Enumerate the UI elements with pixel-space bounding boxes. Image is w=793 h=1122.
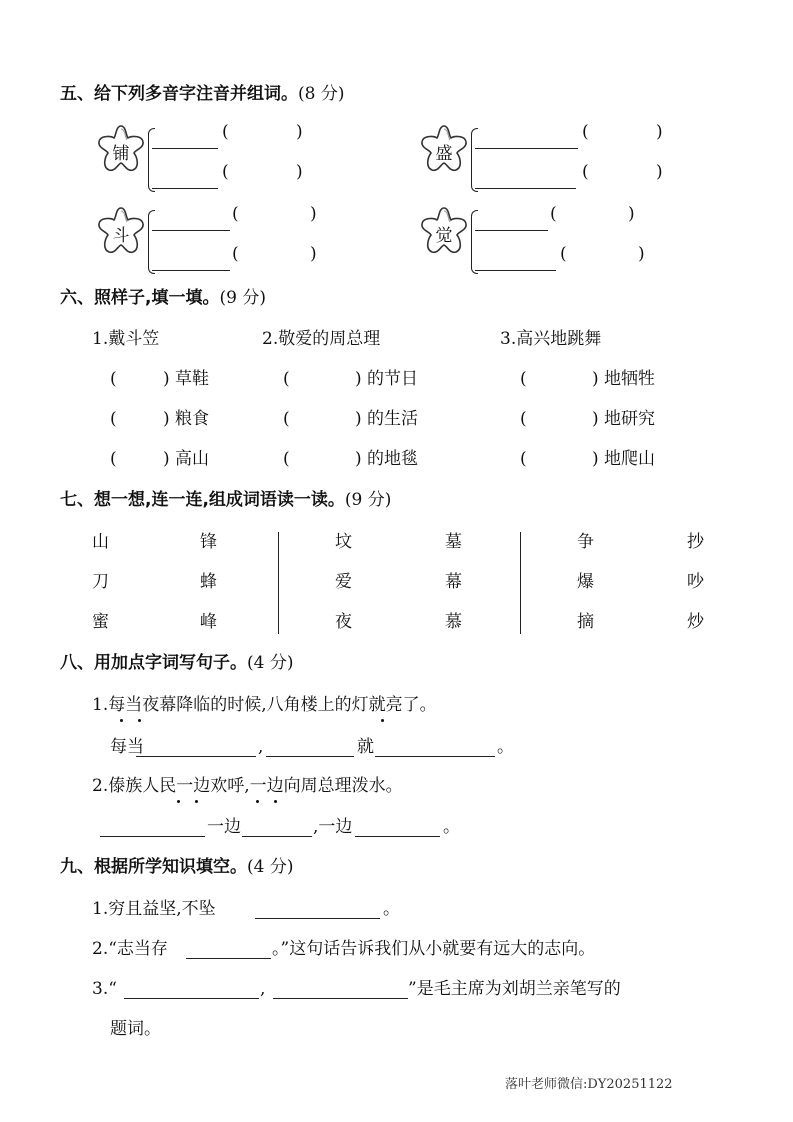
emphasis-dot <box>381 719 384 722</box>
fill-paren-open[interactable]: ( <box>110 369 117 389</box>
match-left-char[interactable]: 蜜 <box>92 612 109 632</box>
points: (9 分) <box>219 288 266 308</box>
prompt-text: 题词。 <box>110 1019 161 1039</box>
prompt-text: , <box>260 979 266 999</box>
polyphone-char: 盛 <box>435 144 453 164</box>
word-blank[interactable] <box>475 148 578 149</box>
pinyin-paren-close: ) <box>656 122 663 142</box>
fill-paren-open[interactable]: ( <box>520 409 527 429</box>
fill-paren-close: ) <box>592 409 599 429</box>
prompt-text: 。 <box>443 817 460 837</box>
prompt-text: 。 <box>383 899 400 919</box>
fill-paren-open[interactable]: ( <box>283 369 290 389</box>
emphasis-dot <box>120 719 123 722</box>
pinyin-paren-close: ) <box>628 204 635 224</box>
fill-paren-open[interactable]: ( <box>520 369 527 389</box>
match-right-char[interactable]: 锋 <box>200 532 217 552</box>
example-3: 3.高兴地跳舞 <box>500 329 602 349</box>
fill-paren-close: ) <box>592 449 599 469</box>
pinyin-paren-close: ) <box>296 122 303 142</box>
section-8-title <box>60 655 293 672</box>
fill-paren-close: ) <box>355 409 362 429</box>
fill-word: 地爬山 <box>604 449 655 469</box>
prompt-text: ,一边 <box>313 817 353 837</box>
question-9-2: 2.“志当存 <box>92 939 168 959</box>
pinyin-paren-open[interactable]: ( <box>222 122 229 142</box>
fill-word: 的地毯 <box>367 449 418 469</box>
fill-word: 高山 <box>175 449 209 469</box>
title-text: 九、根据所学知识填空。 <box>60 857 247 877</box>
question-8-1: 1.每当夜幕降临的时候,八角楼上的灯就亮了。 <box>92 695 437 715</box>
brace <box>471 210 478 274</box>
example-2: 2.敬爱的周总理 <box>262 329 381 349</box>
emphasis-dot <box>274 800 277 803</box>
emphasis-dot <box>256 800 259 803</box>
answer-blank[interactable] <box>100 836 205 837</box>
polyphone-char: 铺 <box>112 144 130 164</box>
prompt-text: ”是毛主席为刘胡兰亲笔写的 <box>408 979 621 999</box>
answer-blank[interactable] <box>136 756 256 757</box>
answer-blank[interactable] <box>266 756 354 757</box>
fill-paren-close: ) <box>592 369 599 389</box>
points: (9 分) <box>344 490 392 510</box>
brace <box>148 128 155 192</box>
word-blank[interactable] <box>152 230 230 231</box>
prompt-text: 就 <box>357 737 374 757</box>
word-blank[interactable] <box>152 270 230 271</box>
fill-paren-open[interactable]: ( <box>110 409 117 429</box>
match-right-char[interactable]: 抄 <box>687 532 704 552</box>
answer-blank[interactable] <box>124 998 259 999</box>
match-left-char[interactable]: 争 <box>577 532 594 552</box>
match-right-char[interactable]: 墓 <box>445 532 462 552</box>
fill-paren-open[interactable]: ( <box>283 449 290 469</box>
pinyin-paren-close: ) <box>310 204 317 224</box>
flower-badge <box>418 123 470 175</box>
polyphone-char: 斗 <box>112 226 130 246</box>
divider <box>278 532 279 634</box>
match-left-char[interactable]: 爱 <box>335 572 352 592</box>
title-text: 八、用加点字词写句子。 <box>60 653 247 673</box>
example-1: 1.戴斗笠 <box>92 329 160 349</box>
word-blank[interactable] <box>152 188 218 189</box>
match-left-char[interactable]: 山 <box>92 532 109 552</box>
brace <box>471 128 478 192</box>
points: (4 分) <box>247 653 294 673</box>
word-blank[interactable] <box>475 188 576 189</box>
flower-badge <box>95 205 147 257</box>
fill-word: 的节日 <box>367 369 418 389</box>
section-6-title <box>60 290 266 307</box>
word-blank[interactable] <box>152 148 218 149</box>
match-right-char[interactable]: 慕 <box>445 612 462 632</box>
fill-word: 草鞋 <box>175 369 209 389</box>
match-right-char[interactable]: 吵 <box>687 572 704 592</box>
pinyin-paren-close: ) <box>296 162 303 182</box>
fill-paren-open[interactable]: ( <box>283 409 290 429</box>
pinyin-paren-close: ) <box>310 244 317 264</box>
word-blank[interactable] <box>475 230 548 231</box>
question-9-3: 3.“ <box>92 979 117 999</box>
title-text: 五、给下列多音字注音并组词。 <box>60 84 298 104</box>
pinyin-paren-open[interactable]: ( <box>560 244 567 264</box>
fill-paren-open[interactable]: ( <box>110 449 117 469</box>
fill-word: 地研究 <box>604 409 655 429</box>
fill-paren-open[interactable]: ( <box>520 449 527 469</box>
match-left-char[interactable]: 刀 <box>92 572 109 592</box>
fill-word: 的生活 <box>367 409 418 429</box>
match-left-char[interactable]: 爆 <box>577 572 594 592</box>
answer-blank[interactable] <box>375 756 495 757</box>
word-blank[interactable] <box>475 270 556 271</box>
answer-blank[interactable] <box>255 918 380 919</box>
answer-blank[interactable] <box>355 836 440 837</box>
pinyin-paren-close: ) <box>656 162 663 182</box>
fill-paren-close: ) <box>163 369 170 389</box>
prompt-text: 一边 <box>207 817 241 837</box>
flower-badge <box>418 205 470 257</box>
fill-paren-close: ) <box>163 449 170 469</box>
fill-word: 地牺牲 <box>604 369 655 389</box>
divider <box>520 532 521 634</box>
title-text: 六、照样子,填一填。 <box>60 288 220 308</box>
fill-paren-close: ) <box>355 369 362 389</box>
match-right-char[interactable]: 炒 <box>687 612 704 632</box>
emphasis-dot <box>138 719 141 722</box>
section-9-title <box>60 859 293 876</box>
match-right-char[interactable]: 幕 <box>445 572 462 592</box>
pinyin-paren-open[interactable]: ( <box>232 244 239 264</box>
pinyin-paren-open[interactable]: ( <box>232 204 239 224</box>
footer-note: 落叶老师微信:DY20251122 <box>505 1077 673 1092</box>
answer-blank[interactable] <box>273 998 408 999</box>
polyphone-char: 觉 <box>435 226 453 246</box>
section-7-title <box>60 492 391 509</box>
match-right-char[interactable]: 峰 <box>200 612 217 632</box>
match-right-char[interactable]: 蜂 <box>200 572 217 592</box>
title-text: 七、想一想,连一连,组成词语读一读。 <box>60 490 345 510</box>
fill-paren-close: ) <box>163 409 170 429</box>
answer-blank[interactable] <box>242 836 312 837</box>
brace <box>148 210 155 274</box>
section-5-title <box>60 86 344 103</box>
question-9-1: 1.穷且益坚,不坠 <box>92 899 216 919</box>
match-left-char[interactable]: 夜 <box>335 612 352 632</box>
points: (4 分) <box>247 857 294 877</box>
prompt-text: 。 <box>497 737 514 757</box>
prompt-text: , <box>258 737 264 757</box>
flower-badge <box>95 123 147 175</box>
pinyin-paren-open[interactable]: ( <box>222 162 229 182</box>
fill-word: 粮食 <box>175 409 209 429</box>
prompt-text: 。”这句话告诉我们从小就要有远大的志向。 <box>272 939 596 959</box>
pinyin-paren-open[interactable]: ( <box>582 122 589 142</box>
emphasis-dot <box>195 800 198 803</box>
question-8-2: 2.傣族人民一边欢呼,一边向周总理泼水。 <box>92 776 403 796</box>
emphasis-dot <box>177 800 180 803</box>
pinyin-paren-open[interactable]: ( <box>582 162 589 182</box>
prompt-text: 每当 <box>110 737 144 757</box>
match-left-char[interactable]: 坟 <box>335 532 352 552</box>
match-left-char[interactable]: 摘 <box>577 612 594 632</box>
points: (8 分) <box>298 84 345 104</box>
answer-blank[interactable] <box>186 958 271 959</box>
pinyin-paren-close: ) <box>638 244 645 264</box>
fill-paren-close: ) <box>355 449 362 469</box>
pinyin-paren-open[interactable]: ( <box>550 204 557 224</box>
